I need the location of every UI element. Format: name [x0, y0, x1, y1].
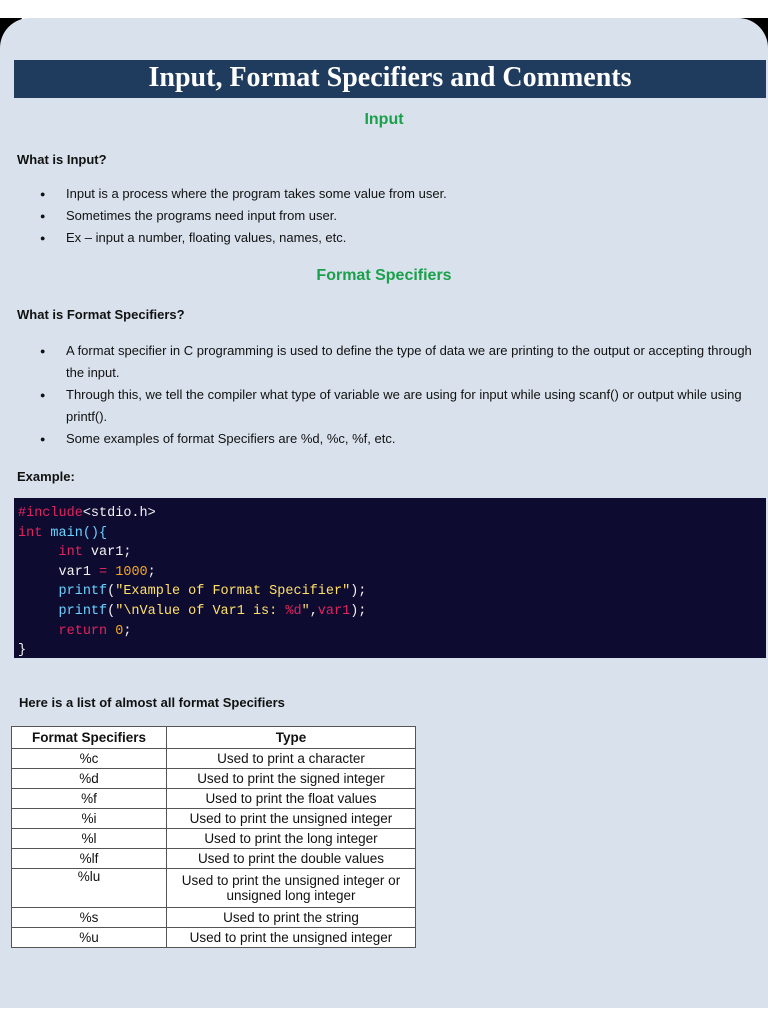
type-cell: Used to print the unsigned integer or unsigned long integer [167, 869, 416, 908]
format-heading: Format Specifiers [316, 267, 452, 284]
table-row [12, 928, 416, 948]
code-close-brace: } [18, 643, 27, 659]
format-bullet-list [40, 340, 762, 450]
code-decl-var: var1; [82, 545, 132, 561]
input-heading: Input [364, 111, 404, 128]
example-label: Example: [17, 469, 75, 484]
format-question: What is Format Specifiers? [17, 307, 185, 322]
table-row [12, 908, 416, 928]
code-printf2-string-b: " [301, 603, 310, 619]
list-item: ● Some examples of format Specifiers are %d, %c, %f, etc. [40, 428, 762, 450]
list-item: ● Through this, we tell the compiler what type of variable we are using for input while using scanf() or output while using printf(). [40, 384, 762, 428]
type-cell: Used to print the signed integer [167, 769, 416, 789]
code-main-signature: main(){ [42, 525, 108, 541]
specifier-cell: %f [12, 789, 167, 809]
code-assign-var: var1 [58, 564, 100, 580]
table-row [12, 769, 416, 789]
code-printf1-string: "Example of Format Specifier" [115, 584, 351, 600]
table-row [12, 789, 416, 809]
table-header-row [12, 727, 416, 749]
code-return-value: 0 [115, 623, 124, 639]
code-printf2-string-a: "\nValue of Var1 is: [115, 603, 286, 619]
input-bullet-list [40, 183, 740, 249]
code-int-keyword: int [18, 525, 43, 541]
code-decl-type: int [58, 545, 83, 561]
page-title: Input, Format Specifiers and Comments [14, 60, 766, 98]
table-row [12, 749, 416, 769]
specifier-cell: %lf [12, 849, 167, 869]
specifier-cell: %lu [12, 869, 167, 908]
table-row [12, 849, 416, 869]
specifier-cell: %d [12, 769, 167, 789]
specifier-cell: %i [12, 809, 167, 829]
format-list-heading: Here is a list of almost all format Specifiers [19, 695, 285, 710]
type-cell: Used to print the unsigned integer [167, 928, 416, 948]
code-printf2-format: %d [285, 603, 302, 619]
table-row [12, 869, 416, 908]
code-include-keyword: #include [18, 506, 83, 521]
type-cell: Used to print the double values [167, 849, 416, 869]
type-cell: Used to print the long integer [167, 829, 416, 849]
code-block: #include<stdio.h> int main(){ int var1; var1 = 1000; printf("Example of Format Specifier"); printf("\nValue of Var1 is: %d",var1); return 0; } [14, 498, 766, 658]
specifier-cell: %s [12, 908, 167, 928]
specifier-cell: %u [12, 928, 167, 948]
list-item: ● Sometimes the programs need input from user. [40, 205, 740, 227]
type-cell: Used to print the float values [167, 789, 416, 809]
input-question: What is Input? [17, 152, 107, 167]
code-return-keyword: return [58, 623, 108, 639]
list-item: ● Ex – input a number, floating values, names, etc. [40, 227, 740, 249]
type-cell: Used to print a character [167, 749, 416, 769]
column-header-type: Type [167, 727, 416, 749]
list-item: ● Input is a process where the program takes some value from user. [40, 183, 740, 205]
code-printf2-arg: var1 [317, 603, 351, 619]
type-cell: Used to print the string [167, 908, 416, 928]
table-row [12, 809, 416, 829]
list-item: ● A format specifier in C programming is used to define the type of data we are printing to the output or accepting through the input. [40, 340, 762, 384]
format-specifier-table [11, 726, 416, 948]
code-assign-op: = [99, 564, 108, 580]
specifier-cell: %l [12, 829, 167, 849]
code-printf-fn: printf [58, 603, 108, 619]
specifier-cell: %c [12, 749, 167, 769]
column-header-specifier: Format Specifiers [12, 727, 167, 749]
code-include-header: <stdio.h> [82, 506, 156, 521]
code-printf-fn: printf [58, 584, 108, 600]
code-assign-value: 1000 [115, 564, 148, 580]
table-row [12, 829, 416, 849]
type-cell: Used to print the unsigned integer [167, 809, 416, 829]
